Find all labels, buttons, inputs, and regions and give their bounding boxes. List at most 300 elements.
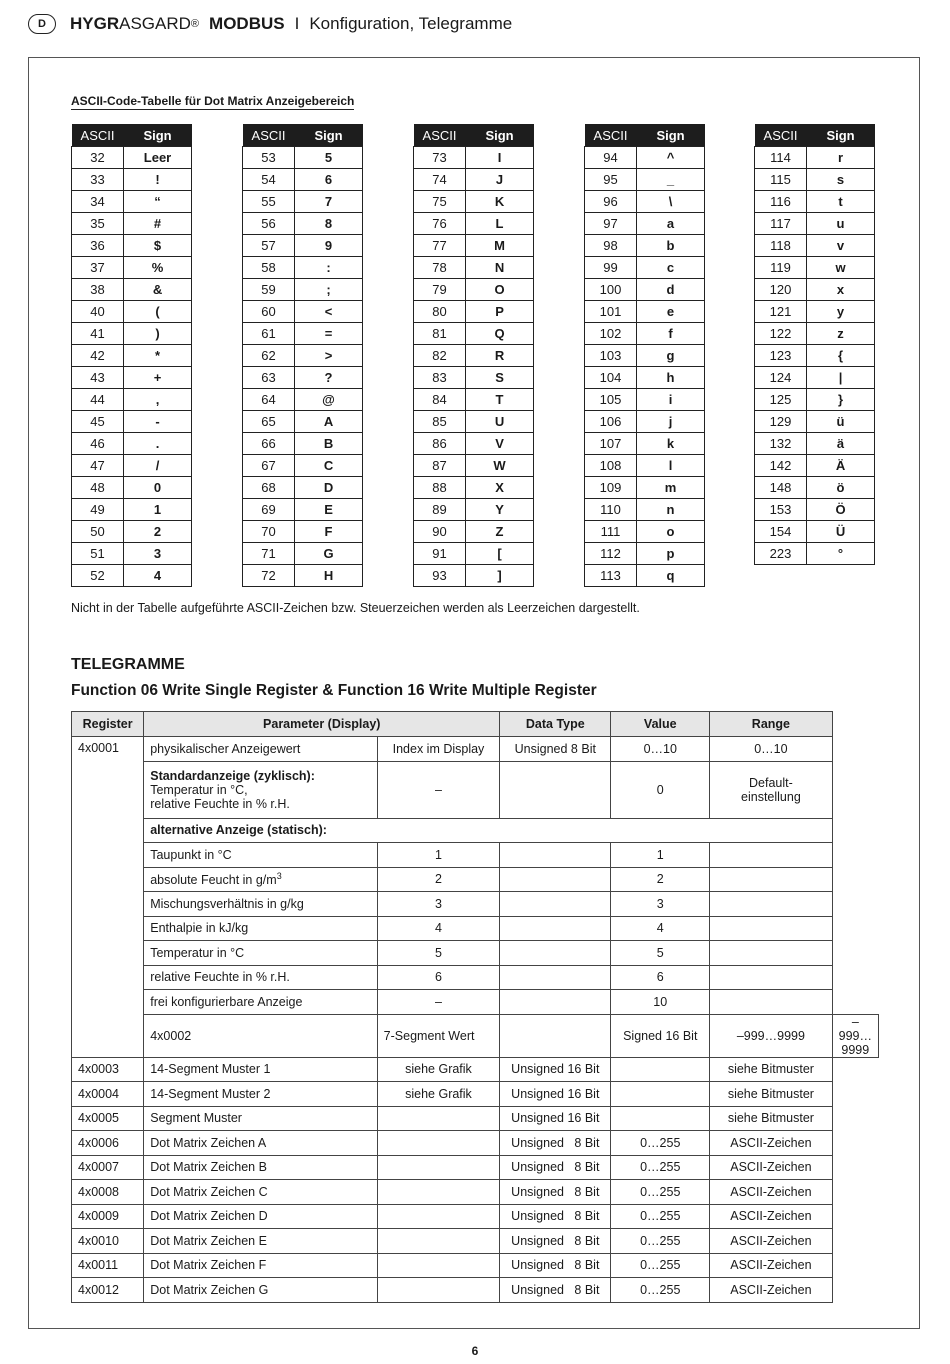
ascii-sign: i (637, 389, 705, 411)
ascii-row (72, 433, 192, 455)
ascii-sign: 4 (124, 565, 192, 587)
ascii-sign: I (466, 147, 534, 169)
ascii-code: 111 (585, 521, 637, 543)
ascii-sign: * (124, 345, 192, 367)
ascii-row (72, 301, 192, 323)
ascii-sign: & (124, 279, 192, 301)
ascii-row (243, 301, 363, 323)
value-cell: 4 (611, 916, 710, 941)
ascii-sign: M (466, 235, 534, 257)
ascii-code: 55 (243, 191, 295, 213)
ascii-sign: C (295, 455, 363, 477)
type-cell: Unsigned 8 Bit (500, 1131, 611, 1156)
ascii-sign: % (124, 257, 192, 279)
ascii-code: 81 (414, 323, 466, 345)
ascii-sign: W (466, 455, 534, 477)
ascii-sign: J (466, 169, 534, 191)
ascii-row (585, 367, 705, 389)
ascii-code: 34 (72, 191, 124, 213)
index-cell (377, 1229, 500, 1254)
ascii-row (585, 213, 705, 235)
ascii-row (414, 543, 534, 565)
ascii-code: 46 (72, 433, 124, 455)
index-cell (377, 1155, 500, 1180)
product-name: MODBUS (209, 14, 285, 33)
table-row (72, 990, 879, 1015)
standard-display-line2: relative Feuchte in % r.H. (150, 796, 290, 811)
ascii-code: 96 (585, 191, 637, 213)
ascii-sign: B (295, 433, 363, 455)
ascii-sign: | (807, 367, 875, 389)
ascii-sign: n (637, 499, 705, 521)
param-cell: Dot Matrix Zeichen D (144, 1204, 377, 1229)
ascii-row (755, 345, 875, 367)
table-row (72, 843, 879, 868)
type-cell (500, 843, 611, 868)
range-cell (710, 941, 832, 966)
type-cell: Unsigned 8 Bit (500, 1229, 611, 1254)
ascii-table-5 (754, 124, 875, 565)
ascii-code: 48 (72, 477, 124, 499)
ascii-code: 119 (755, 257, 807, 279)
ascii-row (414, 389, 534, 411)
ascii-row (243, 433, 363, 455)
ascii-sign: o (637, 521, 705, 543)
ascii-sign: c (637, 257, 705, 279)
ascii-row (414, 477, 534, 499)
param-cell (144, 916, 377, 941)
ascii-row (243, 565, 363, 587)
register-cell: 4x0001 (72, 737, 144, 1058)
ascii-note: Nicht in der Tabelle aufgeführte ASCII-Zeichen bzw. Steuerzeichen werden als Leerzeichen dargestellt. (71, 601, 640, 615)
ascii-sign: a (637, 213, 705, 235)
param-cell: Dot Matrix Zeichen A (144, 1131, 377, 1156)
ascii-code: 78 (414, 257, 466, 279)
range-cell: ASCII-Zeichen (710, 1278, 832, 1303)
ascii-code: 103 (585, 345, 637, 367)
param-cell: Dot Matrix Zeichen G (144, 1278, 377, 1303)
type-cell (500, 761, 611, 818)
ascii-row (72, 169, 192, 191)
ascii-sign: . (124, 433, 192, 455)
ascii-sign: @ (295, 389, 363, 411)
ascii-row (72, 235, 192, 257)
index-cell (377, 1180, 500, 1205)
param-cell: Dot Matrix Zeichen B (144, 1155, 377, 1180)
param-text: Temperatur in °C (150, 945, 245, 960)
ascii-row (72, 389, 192, 411)
ascii-code: 71 (243, 543, 295, 565)
register-cell: 4x0003 (72, 1057, 144, 1082)
value-cell: 0…255 (611, 1131, 710, 1156)
index-cell: siehe Grafik (377, 1082, 500, 1107)
type-cell: Unsigned 16 Bit (500, 1057, 611, 1082)
index-cell (377, 1253, 500, 1278)
ascii-code: 117 (755, 213, 807, 235)
ascii-row (585, 169, 705, 191)
ascii-row (755, 147, 875, 169)
ascii-code: 80 (414, 301, 466, 323)
ascii-code: 124 (755, 367, 807, 389)
value-cell: 10 (611, 990, 710, 1015)
range-cell (710, 965, 832, 990)
ascii-row (243, 323, 363, 345)
ascii-code: 153 (755, 499, 807, 521)
ascii-header-row (585, 124, 705, 147)
ascii-code: 49 (72, 499, 124, 521)
ascii-sign: X (466, 477, 534, 499)
param-text: Mischungsverhältnis in g/kg (150, 896, 304, 911)
ascii-code: 106 (585, 411, 637, 433)
table-row (72, 1204, 879, 1229)
param-cell (144, 761, 377, 818)
ascii-sign: x (807, 279, 875, 301)
value-cell: 0…255 (611, 1155, 710, 1180)
ascii-code: 154 (755, 521, 807, 543)
range-cell (710, 990, 832, 1015)
param-cell: Dot Matrix Zeichen F (144, 1253, 377, 1278)
ascii-sign: _ (637, 169, 705, 191)
ascii-sign: t (807, 191, 875, 213)
ascii-row (755, 323, 875, 345)
ascii-code: 40 (72, 301, 124, 323)
registered-mark: ® (190, 18, 200, 30)
range-cell (710, 843, 832, 868)
range-cell (710, 761, 832, 818)
index-cell (377, 1278, 500, 1303)
ascii-sign: 2 (124, 521, 192, 543)
ascii-sign: s (807, 169, 875, 191)
ascii-code: 77 (414, 235, 466, 257)
ascii-sign: d (637, 279, 705, 301)
register-cell: 4x0005 (72, 1106, 144, 1131)
ascii-code: 94 (585, 147, 637, 169)
ascii-code: 42 (72, 345, 124, 367)
ascii-code: 86 (414, 433, 466, 455)
ascii-row (755, 499, 875, 521)
ascii-row (755, 213, 875, 235)
type-cell (500, 965, 611, 990)
param-cell (144, 990, 377, 1015)
ascii-sign: G (295, 543, 363, 565)
ascii-sign: m (637, 477, 705, 499)
ascii-row (414, 301, 534, 323)
table-row (72, 737, 879, 762)
ascii-sign: 8 (295, 213, 363, 235)
param-text: frei konfigurierbare Anzeige (150, 994, 303, 1009)
ascii-code: 74 (414, 169, 466, 191)
ascii-row (72, 455, 192, 477)
section-title: Konfiguration, Telegramme (309, 14, 513, 33)
table-row (72, 1014, 879, 1057)
register-cell: 4x0002 (144, 1014, 377, 1057)
ascii-sign: h (637, 367, 705, 389)
range-cell: ASCII-Zeichen (710, 1253, 832, 1278)
ascii-sign: r (807, 147, 875, 169)
ascii-code: 63 (243, 367, 295, 389)
value-cell: –999…9999 (710, 1014, 832, 1057)
range-cell: siehe Bitmuster (710, 1057, 832, 1082)
type-cell (500, 990, 611, 1015)
ascii-row (414, 345, 534, 367)
ascii-sign: # (124, 213, 192, 235)
ascii-sign: [ (466, 543, 534, 565)
ascii-sign: S (466, 367, 534, 389)
value-cell: 0…255 (611, 1278, 710, 1303)
ascii-sign: p (637, 543, 705, 565)
ascii-code: 67 (243, 455, 295, 477)
ascii-row (243, 455, 363, 477)
ascii-row (755, 455, 875, 477)
ascii-sign: K (466, 191, 534, 213)
ascii-row (755, 257, 875, 279)
ascii-code: 122 (755, 323, 807, 345)
ascii-sign: Leer (124, 147, 192, 169)
brand-name-regular: ASGARD (119, 14, 191, 33)
language-badge: D (28, 14, 56, 34)
range-cell (710, 916, 832, 941)
ascii-code: 68 (243, 477, 295, 499)
ascii-sign: 6 (295, 169, 363, 191)
ascii-code: 105 (585, 389, 637, 411)
ascii-code: 110 (585, 499, 637, 521)
ascii-row (755, 279, 875, 301)
ascii-sign: w (807, 257, 875, 279)
ascii-col-header: ASCII (72, 124, 124, 147)
ascii-col-header: ASCII (414, 124, 466, 147)
ascii-code: 62 (243, 345, 295, 367)
ascii-code: 50 (72, 521, 124, 543)
telegrams-title: TELEGRAMME (71, 656, 185, 673)
ascii-code: 33 (72, 169, 124, 191)
ascii-row (72, 543, 192, 565)
param-text: Taupunkt in °C (150, 847, 232, 862)
value-cell: 1 (611, 843, 710, 868)
register-cell: 4x0006 (72, 1131, 144, 1156)
ascii-table-2 (242, 124, 363, 587)
ascii-sign: Ü (807, 521, 875, 543)
ascii-row (414, 455, 534, 477)
ascii-code: 107 (585, 433, 637, 455)
ascii-sign: j (637, 411, 705, 433)
ascii-code: 121 (755, 301, 807, 323)
ascii-sign: e (637, 301, 705, 323)
ascii-code: 83 (414, 367, 466, 389)
value-cell: 0…10 (611, 737, 710, 762)
range-cell: –999…9999 (832, 1014, 878, 1057)
ascii-header-row (414, 124, 534, 147)
value-cell: 0…255 (611, 1180, 710, 1205)
ascii-code: 41 (72, 323, 124, 345)
ascii-row (243, 499, 363, 521)
param-cell (144, 965, 377, 990)
register-cell: 4x0004 (72, 1082, 144, 1107)
ascii-sign: $ (124, 235, 192, 257)
ascii-sign: ) (124, 323, 192, 345)
ascii-sign: < (295, 301, 363, 323)
index-cell: Index im Display (377, 737, 500, 762)
register-table (71, 711, 879, 1303)
ascii-code: 54 (243, 169, 295, 191)
ascii-sign: R (466, 345, 534, 367)
param-cell: 7-Segment Wert (377, 1014, 500, 1057)
ascii-row (72, 213, 192, 235)
ascii-row (72, 279, 192, 301)
ascii-code: 91 (414, 543, 466, 565)
ascii-code: 108 (585, 455, 637, 477)
value-cell: 2 (611, 867, 710, 892)
ascii-code: 47 (72, 455, 124, 477)
ascii-code: 57 (243, 235, 295, 257)
ascii-row (72, 521, 192, 543)
range-cell: ASCII-Zeichen (710, 1180, 832, 1205)
ascii-code: 61 (243, 323, 295, 345)
ascii-row (72, 565, 192, 587)
header-parameter: Parameter (Display) (144, 712, 500, 737)
ascii-row (585, 323, 705, 345)
type-cell: Unsigned 16 Bit (500, 1082, 611, 1107)
ascii-code: 35 (72, 213, 124, 235)
index-cell: 3 (377, 892, 500, 917)
ascii-row (414, 235, 534, 257)
ascii-sign: ° (807, 543, 875, 565)
ascii-row (585, 301, 705, 323)
ascii-row (243, 367, 363, 389)
table-row (72, 1278, 879, 1303)
ascii-code: 223 (755, 543, 807, 565)
ascii-sign: z (807, 323, 875, 345)
brand-name-bold: HYGR (70, 14, 120, 33)
type-cell: Unsigned 8 Bit (500, 1180, 611, 1205)
ascii-sign: + (124, 367, 192, 389)
ascii-row (585, 257, 705, 279)
ascii-sign: : (295, 257, 363, 279)
alt-display-cell (144, 818, 832, 843)
table-row (72, 1253, 879, 1278)
ascii-code: 79 (414, 279, 466, 301)
index-cell: siehe Grafik (377, 1057, 500, 1082)
table-row (72, 1082, 879, 1107)
type-cell: Unsigned 8 Bit (500, 1155, 611, 1180)
ascii-row (755, 543, 875, 565)
ascii-code: 93 (414, 565, 466, 587)
ascii-code: 65 (243, 411, 295, 433)
ascii-row (72, 147, 192, 169)
ascii-code: 70 (243, 521, 295, 543)
ascii-sign: Y (466, 499, 534, 521)
ascii-code: 58 (243, 257, 295, 279)
ascii-row (414, 565, 534, 587)
value-cell (611, 1082, 710, 1107)
ascii-row (72, 411, 192, 433)
value-cell: 0 (611, 761, 710, 818)
ascii-row (414, 323, 534, 345)
range-line2: einstellung (741, 789, 801, 804)
register-cell: 4x0010 (72, 1229, 144, 1254)
ascii-sign: \ (637, 191, 705, 213)
ascii-table-3 (413, 124, 534, 587)
ascii-code: 66 (243, 433, 295, 455)
superscript: 3 (276, 871, 282, 882)
alt-display-heading: alternative Anzeige (statisch): (150, 823, 327, 838)
param-cell: 14-Segment Muster 2 (144, 1082, 377, 1107)
ascii-code: 132 (755, 433, 807, 455)
index-cell: 4 (377, 916, 500, 941)
header-data-type: Data Type (500, 712, 611, 737)
ascii-code: 99 (585, 257, 637, 279)
ascii-code: 102 (585, 323, 637, 345)
page-number: 6 (471, 1344, 479, 1358)
type-cell: Unsigned 8 Bit (500, 1278, 611, 1303)
ascii-row (755, 301, 875, 323)
param-cell (144, 892, 377, 917)
value-cell: 3 (611, 892, 710, 917)
ascii-row (243, 147, 363, 169)
sign-col-header: Sign (295, 124, 363, 147)
ascii-row (414, 367, 534, 389)
ascii-sign: N (466, 257, 534, 279)
ascii-code: 120 (755, 279, 807, 301)
ascii-code: 43 (72, 367, 124, 389)
ascii-row (585, 433, 705, 455)
type-cell: Unsigned 8 Bit (500, 737, 611, 762)
ascii-sign: - (124, 411, 192, 433)
range-line1: Default- (749, 775, 793, 790)
header-separator: I (294, 14, 300, 33)
range-cell: ASCII-Zeichen (710, 1131, 832, 1156)
ascii-code: 85 (414, 411, 466, 433)
ascii-sign: ? (295, 367, 363, 389)
ascii-code: 114 (755, 147, 807, 169)
ascii-row (585, 499, 705, 521)
ascii-row (243, 543, 363, 565)
ascii-sign: > (295, 345, 363, 367)
ascii-row (243, 257, 363, 279)
ascii-code: 97 (585, 213, 637, 235)
ascii-sign: ä (807, 433, 875, 455)
type-cell (500, 867, 611, 892)
ascii-code: 125 (755, 389, 807, 411)
type-cell (500, 941, 611, 966)
ascii-header-row (243, 124, 363, 147)
table-row (72, 1180, 879, 1205)
range-cell: ASCII-Zeichen (710, 1204, 832, 1229)
ascii-code: 44 (72, 389, 124, 411)
ascii-col-header: ASCII (585, 124, 637, 147)
ascii-sign: 3 (124, 543, 192, 565)
ascii-sign: V (466, 433, 534, 455)
ascii-row (72, 191, 192, 213)
table-row (72, 1057, 879, 1082)
ascii-code: 51 (72, 543, 124, 565)
ascii-sign: { (807, 345, 875, 367)
value-cell: 0…255 (611, 1229, 710, 1254)
value-cell: 5 (611, 941, 710, 966)
ascii-row (755, 411, 875, 433)
ascii-code: 87 (414, 455, 466, 477)
ascii-table-4 (584, 124, 705, 587)
range-cell (710, 892, 832, 917)
ascii-code: 123 (755, 345, 807, 367)
ascii-code: 52 (72, 565, 124, 587)
ascii-sign: A (295, 411, 363, 433)
table-row (72, 867, 879, 892)
ascii-row (585, 521, 705, 543)
telegrams-subtitle: Function 06 Write Single Register & Function 16 Write Multiple Register (71, 682, 597, 699)
ascii-row (585, 411, 705, 433)
ascii-col-header: ASCII (243, 124, 295, 147)
ascii-sign: 0 (124, 477, 192, 499)
